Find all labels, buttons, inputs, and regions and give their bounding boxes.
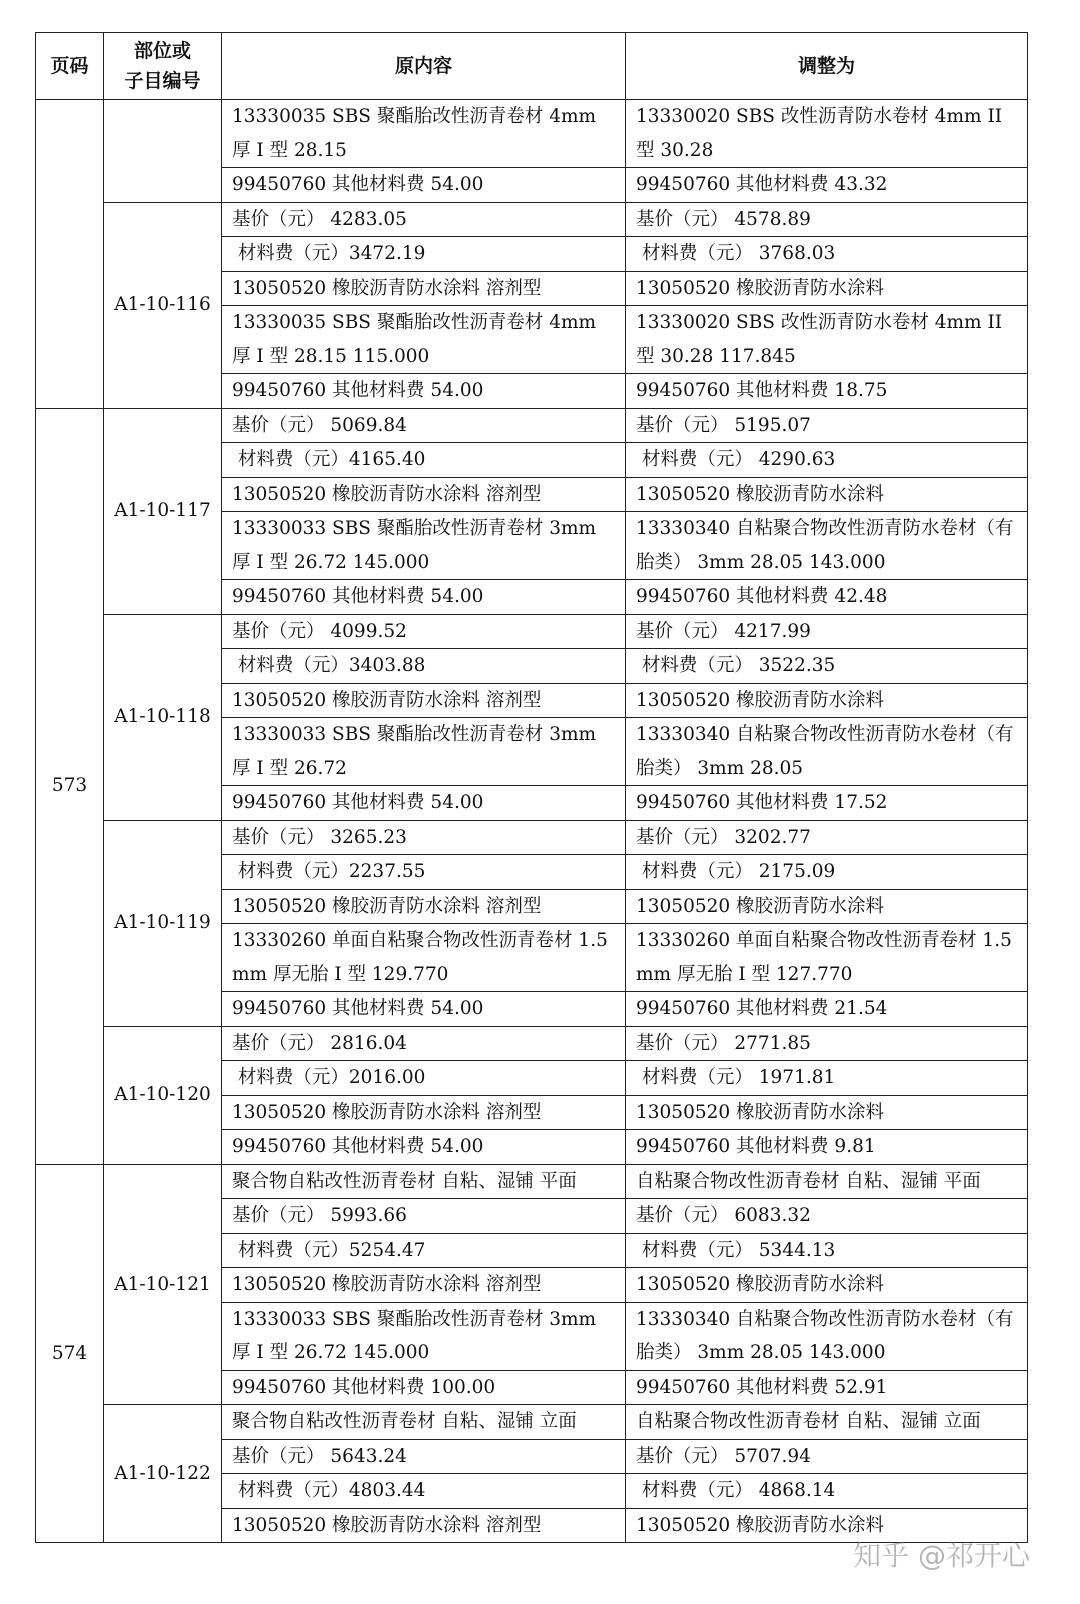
original-content-cell: 13050520 橡胶沥青防水涂料 溶剂型 [222, 271, 626, 306]
original-content-cell: 基价（元） 2816.04 [222, 1026, 626, 1061]
original-content-cell: 基价（元） 5069.84 [222, 408, 626, 443]
adjusted-content-cell: 13050520 橡胶沥青防水涂料 [626, 889, 1028, 924]
adjusted-content-cell: 13330340 自粘聚合物改性沥青防水卷材（有胎类） 3mm 28.05 [626, 718, 1028, 786]
adjusted-content-cell: 材料费（元） 1971.81 [626, 1061, 1028, 1096]
adjusted-content-cell: 13330020 SBS 改性沥青防水卷材 4mm II 型 30.28 117.845 [626, 306, 1028, 374]
table-row [36, 1164, 1028, 1199]
adjustment-table [35, 32, 1028, 1543]
original-content-cell: 材料费（元）4803.44 [222, 1474, 626, 1509]
adjusted-content-cell: 13050520 橡胶沥青防水涂料 [626, 683, 1028, 718]
adjusted-content-cell: 13050520 橡胶沥青防水涂料 [626, 1508, 1028, 1543]
original-content-cell: 聚合物自粘改性沥青卷材 自粘、湿铺 平面 [222, 1164, 626, 1199]
adjusted-content-cell: 13050520 橡胶沥青防水涂料 [626, 1268, 1028, 1303]
adjusted-content-cell: 13330340 自粘聚合物改性沥青防水卷材（有胎类） 3mm 28.05 143.000 [626, 1302, 1028, 1370]
adjusted-content-cell: 99450760 其他材料费 43.32 [626, 168, 1028, 203]
original-content-cell: 材料费（元）2016.00 [222, 1061, 626, 1096]
original-content-cell: 聚合物自粘改性沥青卷材 自粘、湿铺 立面 [222, 1405, 626, 1440]
page-number-cell: 573 [36, 408, 104, 1164]
original-content-cell: 13050520 橡胶沥青防水涂料 溶剂型 [222, 477, 626, 512]
header-original: 原内容 [222, 33, 626, 100]
adjusted-content-cell: 自粘聚合物改性沥青卷材 自粘、湿铺 立面 [626, 1405, 1028, 1440]
table-row [36, 100, 1028, 168]
adjusted-content-cell: 99450760 其他材料费 18.75 [626, 374, 1028, 409]
adjusted-content-cell: 13330260 单面自粘聚合物改性沥青卷材 1.5mm 厚无胎 I 型 127.770 [626, 924, 1028, 992]
item-code-cell: A1-10-119 [104, 820, 222, 1026]
adjusted-content-cell: 材料费（元） 4290.63 [626, 443, 1028, 478]
header-item-code-line1: 部位或 [133, 40, 191, 62]
item-code-cell: A1-10-121 [104, 1164, 222, 1405]
adjusted-content-cell: 基价（元） 4217.99 [626, 614, 1028, 649]
watermark: 知乎 @祁开心 [853, 1539, 1030, 1572]
original-content-cell: 99450760 其他材料费 54.00 [222, 580, 626, 615]
original-content-cell: 99450760 其他材料费 54.00 [222, 992, 626, 1027]
table-row [36, 820, 1028, 855]
adjusted-content-cell: 13050520 橡胶沥青防水涂料 [626, 477, 1028, 512]
original-content-cell: 基价（元） 3265.23 [222, 820, 626, 855]
adjusted-content-cell: 基价（元） 4578.89 [626, 202, 1028, 237]
adjusted-content-cell: 材料费（元） 3768.03 [626, 237, 1028, 272]
original-content-cell: 材料费（元）5254.47 [222, 1233, 626, 1268]
original-content-cell: 13330260 单面自粘聚合物改性沥青卷材 1.5mm 厚无胎 I 型 129.770 [222, 924, 626, 992]
adjusted-content-cell: 13330340 自粘聚合物改性沥青防水卷材（有胎类） 3mm 28.05 143.000 [626, 512, 1028, 580]
item-code-cell: A1-10-117 [104, 408, 222, 614]
adjusted-content-cell: 99450760 其他材料费 17.52 [626, 786, 1028, 821]
adjusted-content-cell: 基价（元） 6083.32 [626, 1199, 1028, 1234]
original-content-cell: 基价（元） 5643.24 [222, 1439, 626, 1474]
original-content-cell: 材料费（元）3403.88 [222, 649, 626, 684]
table-row [36, 614, 1028, 649]
original-content-cell: 材料费（元）2237.55 [222, 855, 626, 890]
adjusted-content-cell: 基价（元） 5195.07 [626, 408, 1028, 443]
original-content-cell: 13050520 橡胶沥青防水涂料 溶剂型 [222, 683, 626, 718]
original-content-cell: 99450760 其他材料费 100.00 [222, 1370, 626, 1405]
item-code-cell: A1-10-116 [104, 202, 222, 408]
header-adjusted: 调整为 [626, 33, 1028, 100]
item-code-cell [104, 100, 222, 203]
original-content-cell: 基价（元） 5993.66 [222, 1199, 626, 1234]
header-page: 页码 [36, 33, 104, 100]
adjusted-content-cell: 材料费（元） 3522.35 [626, 649, 1028, 684]
header-row [36, 33, 1028, 100]
adjusted-content-cell: 13330020 SBS 改性沥青防水卷材 4mm II 型 30.28 [626, 100, 1028, 168]
original-content-cell: 99450760 其他材料费 54.00 [222, 374, 626, 409]
adjusted-content-cell: 99450760 其他材料费 42.48 [626, 580, 1028, 615]
adjusted-content-cell: 13050520 橡胶沥青防水涂料 [626, 1095, 1028, 1130]
adjusted-content-cell: 自粘聚合物改性沥青卷材 自粘、湿铺 平面 [626, 1164, 1028, 1199]
adjusted-content-cell: 基价（元） 5707.94 [626, 1439, 1028, 1474]
table-row [36, 408, 1028, 443]
original-content-cell: 13050520 橡胶沥青防水涂料 溶剂型 [222, 1268, 626, 1303]
item-code-cell: A1-10-122 [104, 1405, 222, 1543]
table-row [36, 1026, 1028, 1061]
header-item-code [104, 33, 222, 100]
adjusted-content-cell: 基价（元） 3202.77 [626, 820, 1028, 855]
adjusted-content-cell: 13050520 橡胶沥青防水涂料 [626, 271, 1028, 306]
header-item-code-line2: 子目编号 [124, 70, 201, 92]
original-content-cell: 99450760 其他材料费 54.00 [222, 786, 626, 821]
table-row [36, 1405, 1028, 1440]
table-row [36, 202, 1028, 237]
original-content-cell: 13050520 橡胶沥青防水涂料 溶剂型 [222, 889, 626, 924]
original-content-cell: 99450760 其他材料费 54.00 [222, 1130, 626, 1165]
original-content-cell: 99450760 其他材料费 54.00 [222, 168, 626, 203]
adjusted-content-cell: 材料费（元） 4868.14 [626, 1474, 1028, 1509]
original-content-cell: 13330033 SBS 聚酯胎改性沥青卷材 3mm 厚 I 型 26.72 145.000 [222, 512, 626, 580]
original-content-cell: 13330033 SBS 聚酯胎改性沥青卷材 3mm 厚 I 型 26.72 [222, 718, 626, 786]
adjusted-content-cell: 99450760 其他材料费 21.54 [626, 992, 1028, 1027]
item-code-cell: A1-10-120 [104, 1026, 222, 1164]
original-content-cell: 材料费（元）4165.40 [222, 443, 626, 478]
original-content-cell: 基价（元） 4099.52 [222, 614, 626, 649]
original-content-cell: 13050520 橡胶沥青防水涂料 溶剂型 [222, 1095, 626, 1130]
original-content-cell: 基价（元） 4283.05 [222, 202, 626, 237]
table-body [36, 100, 1028, 1543]
original-content-cell: 13330033 SBS 聚酯胎改性沥青卷材 3mm 厚 I 型 26.72 145.000 [222, 1302, 626, 1370]
adjusted-content-cell: 99450760 其他材料费 52.91 [626, 1370, 1028, 1405]
page-number-cell [36, 100, 104, 409]
original-content-cell: 13330035 SBS 聚酯胎改性沥青卷材 4mm 厚 I 型 28.15 [222, 100, 626, 168]
item-code-cell: A1-10-118 [104, 614, 222, 820]
adjusted-content-cell: 99450760 其他材料费 9.81 [626, 1130, 1028, 1165]
page-number-cell: 574 [36, 1164, 104, 1543]
original-content-cell: 材料费（元）3472.19 [222, 237, 626, 272]
adjusted-content-cell: 基价（元） 2771.85 [626, 1026, 1028, 1061]
original-content-cell: 13330035 SBS 聚酯胎改性沥青卷材 4mm 厚 I 型 28.15 115.000 [222, 306, 626, 374]
adjusted-content-cell: 材料费（元） 5344.13 [626, 1233, 1028, 1268]
original-content-cell: 13050520 橡胶沥青防水涂料 溶剂型 [222, 1508, 626, 1543]
adjusted-content-cell: 材料费（元） 2175.09 [626, 855, 1028, 890]
